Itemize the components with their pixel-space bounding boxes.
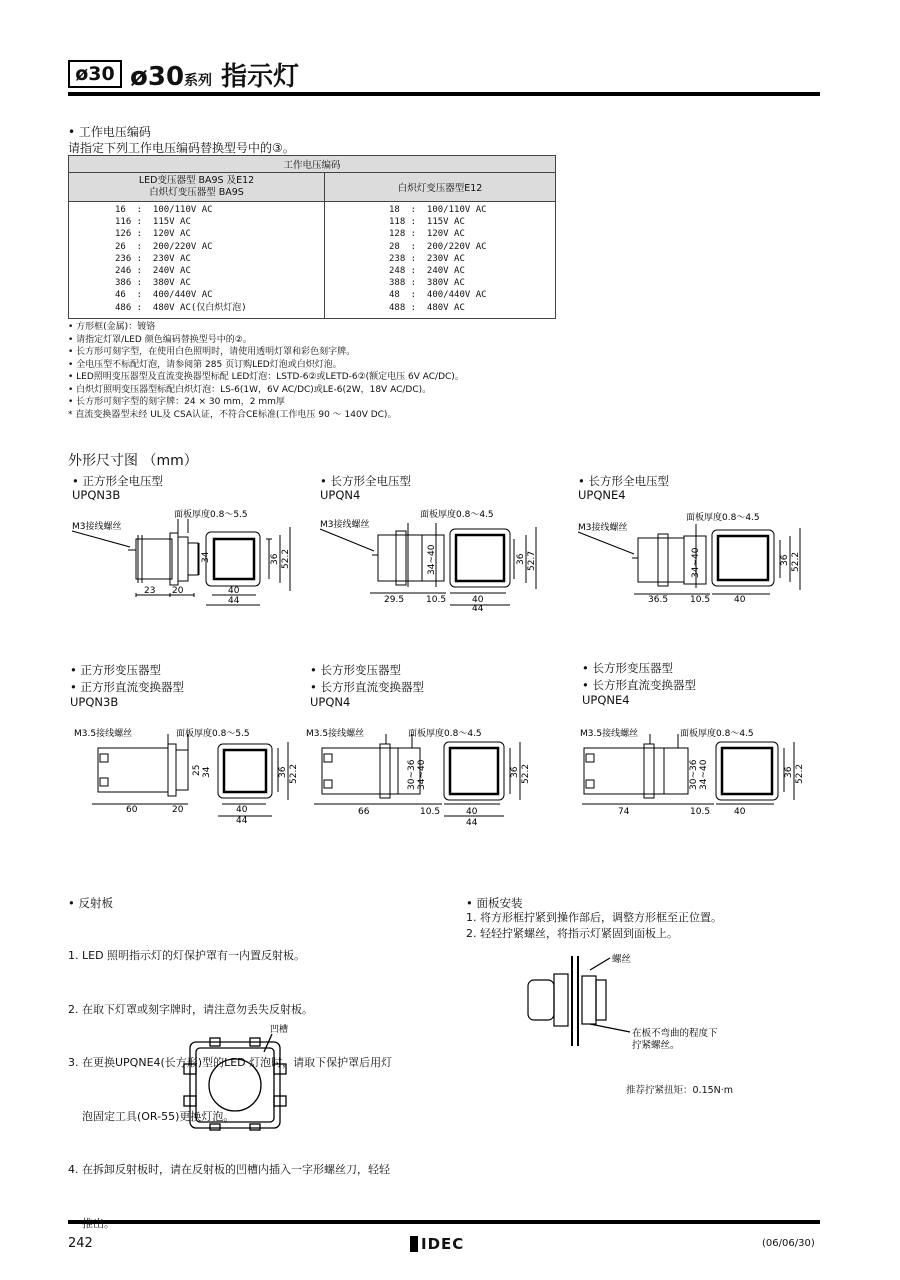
dim-h3: 52.2	[289, 763, 299, 784]
notes-list	[68, 321, 464, 421]
dim-d3: 40	[466, 807, 478, 817]
voltage-row: 248 : 240V AC	[389, 266, 465, 277]
dim-panel: 面板厚度0.8～4.5	[420, 510, 494, 520]
dim-h2: 36	[780, 554, 790, 566]
tighten-line1: 在板不弯曲的程度下	[632, 1028, 718, 1039]
dim-screw: M3接线螺丝	[72, 522, 122, 532]
voltage-row: 18 : 100/110V AC	[389, 205, 487, 215]
dim-model: UPQN4	[310, 695, 351, 709]
col1-header-line1: LED变压器型 BA9S 及E12	[138, 175, 255, 186]
note-item: * 直流变换器型未经 UL及 CSA认证，不符合CE标准(工作电压 90 ～ 140V DC)。	[68, 409, 397, 420]
voltage-row: 246 : 240V AC	[115, 266, 191, 277]
dim-d1: 60	[126, 805, 138, 815]
note-item: • 方形框(金属)：镀铬	[68, 322, 156, 332]
voltage-row: 28 : 200/220V AC	[389, 241, 487, 252]
panel-item: 2. 轻轻拧紧螺丝，将指示灯紧固到面板上。	[466, 926, 678, 940]
voltage-row: 488 : 480V AC	[389, 302, 465, 313]
dim-label-text: • 正方形直流变换器型	[70, 680, 184, 694]
voltage-row: 48 : 400/440V AC	[389, 290, 487, 301]
dim-label-text: • 长方形全电压型	[578, 474, 669, 488]
dim-h1: 30~36	[407, 759, 417, 790]
dim-model: UPQN4	[320, 488, 361, 502]
header-rule	[68, 92, 820, 96]
dim-d2: 10.5	[690, 807, 711, 817]
dim-panel: 面板厚度0.8～4.5	[686, 513, 760, 523]
panel-list	[466, 910, 722, 941]
voltage-instruction: 请指定下列工作电压编码替换型号中的③。	[68, 141, 295, 155]
dim-h1: 25	[192, 764, 202, 776]
dim-d2: 20	[172, 805, 184, 815]
voltage-row: 238 : 230V AC	[389, 253, 465, 264]
dim-d1: 36.5	[648, 595, 669, 605]
dim-d4: 44	[228, 596, 240, 606]
note-item: • 全电压型不标配灯泡，请参阅第 285 页订购LED灯泡或白炽灯泡。	[68, 359, 342, 370]
voltage-table-title: 工作电压编码	[69, 156, 556, 173]
dim3-label	[578, 474, 669, 502]
note-item: • 请指定灯罩/LED 颜色编码替换型号中的②。	[68, 334, 252, 345]
dim1-drawing	[66, 505, 306, 615]
dim-d3: 40	[472, 595, 484, 605]
dim-h2: 36	[784, 766, 794, 778]
voltage-row: 16 : 100/110V AC	[115, 205, 213, 215]
dim-screw: M3.5接线螺丝	[306, 729, 365, 739]
dim6-drawing	[578, 724, 820, 828]
voltage-col1-header	[69, 173, 325, 202]
series-badge: ø30	[68, 60, 122, 88]
dim-screw: M3.5接线螺丝	[580, 729, 639, 739]
dim-h3: 52.7	[527, 550, 537, 571]
dim-d3: 40	[734, 807, 746, 817]
voltage-row: 118 : 115V AC	[389, 217, 465, 228]
dim-label-text: • 长方形变压器型	[582, 661, 673, 675]
voltage-col1-list	[69, 202, 325, 319]
dim2-drawing	[316, 505, 566, 615]
dim5-label	[310, 662, 424, 708]
voltage-row: 46 : 400/440V AC	[115, 290, 213, 301]
dim3-drawing	[574, 508, 820, 612]
dim-h1: 30~36	[689, 759, 699, 790]
panel-item: 1. 将方形框拧紧到操作部后，调整方形框至正位置。	[466, 911, 722, 924]
dim-label-text: • 长方形直流变换器型	[582, 678, 696, 692]
dim-h3: 52.2	[521, 763, 531, 784]
dim1-label	[72, 474, 163, 502]
voltage-table	[68, 155, 556, 319]
dim-h3: 52.2	[791, 551, 801, 572]
col1-header-line2: 白炽灯变压器型 BA9S	[149, 187, 244, 198]
voltage-row: 386 : 380V AC	[115, 278, 191, 289]
note-item: • 长方形可刻字型的刻字牌：24 × 30 mm，2 mm厚	[68, 397, 285, 407]
dim-d1: 74	[618, 807, 630, 817]
dim-label-text: • 正方形全电压型	[72, 474, 163, 488]
title-text: 指示灯	[221, 62, 300, 92]
note-item: • 白炽灯照明变压器型标配白炽灯泡：LS-6(1W，6V AC/DC)或LE-6(2W，18V AC/DC)。	[68, 384, 432, 395]
dim-d2: 10.5	[690, 595, 711, 605]
reflector-item: 2. 在取下灯罩或刻字牌时，请注意勿丢失反射板。	[68, 1002, 313, 1016]
dim-model: UPQN3B	[72, 488, 121, 502]
logo-text: IDEC	[421, 1235, 465, 1253]
dim4-drawing	[72, 724, 312, 828]
dim4-label	[70, 662, 184, 708]
idec-logo	[410, 1235, 464, 1253]
dim6-label	[582, 660, 696, 706]
dim-model: UPQNE4	[578, 488, 626, 502]
voltage-row: 26 : 200/220V AC	[115, 241, 213, 252]
panel-heading: • 面板安装	[466, 896, 523, 910]
dim-d4: 44	[236, 816, 248, 826]
voltage-row: 388 : 380V AC	[389, 278, 465, 289]
reflector-drawing	[180, 1022, 300, 1134]
title-series: 系列	[184, 73, 213, 89]
dim-d3: 40	[228, 586, 240, 596]
dim-model: UPQN3B	[70, 695, 119, 709]
dim-h2: 36	[270, 553, 280, 565]
page-number: 242	[68, 1236, 93, 1251]
dim-h1b: 34~40	[699, 759, 709, 790]
dim-d2: 10.5	[420, 807, 441, 817]
dim-h1: 34	[201, 551, 211, 563]
voltage-row: 116 : 115V AC	[115, 217, 191, 228]
page-title	[130, 56, 299, 93]
reflector-item: 3. 在更换UPQNE4(长方形)型的LED 灯泡时，请取下保护罩后用灯	[68, 1056, 393, 1069]
dim-d1: 29.5	[384, 595, 405, 605]
voltage-row: 236 : 230V AC	[115, 253, 191, 264]
dim-panel: 面板厚度0.8～4.5	[408, 729, 482, 739]
dim-d2: 20	[172, 586, 184, 596]
dim-d4: 44	[472, 604, 484, 614]
voltage-col2-header: 白炽灯变压器型E12	[325, 173, 556, 202]
dim-h2: 36	[510, 766, 520, 778]
dim-panel: 面板厚度0.8～4.5	[680, 729, 754, 739]
title-main: ø30	[130, 62, 185, 92]
dim-d3: 40	[734, 595, 746, 605]
voltage-col2-list	[325, 202, 556, 319]
dim2-label	[320, 474, 411, 502]
reflector-item: 泡固定工具(OR-55)更换灯泡。	[68, 1109, 235, 1123]
reflector-item: 1. LED 照明指示灯的灯保护罩有一内置反射板。	[68, 949, 306, 962]
voltage-row: 128 : 120V AC	[389, 229, 465, 240]
dim-h1b: 34~40	[417, 759, 427, 790]
footer-date: (06/06/30)	[762, 1238, 815, 1249]
dim5-drawing	[304, 724, 554, 828]
dim-h2: 36	[278, 766, 288, 778]
dim-label-text: • 正方形变压器型	[70, 663, 161, 677]
groove-label: 凹槽	[270, 1025, 289, 1035]
dim-screw: M3接线螺丝	[320, 520, 370, 530]
note-item: • 长方形可刻字型，在使用白色照明时，请使用透明灯罩和彩色刻字牌。	[68, 347, 356, 357]
dim-panel: 面板厚度0.8～5.5	[174, 510, 248, 520]
footer-rule	[68, 1220, 820, 1224]
dim-d3: 40	[236, 805, 248, 815]
voltage-row: 486 : 480V AC(仅白炽灯泡)	[115, 302, 247, 313]
dim-d1: 23	[144, 586, 156, 596]
dim-d1: 66	[358, 807, 370, 817]
voltage-row: 126 : 120V AC	[115, 229, 191, 240]
dim-model: UPQNE4	[582, 693, 630, 707]
dim-label-text: • 长方形全电压型	[320, 474, 411, 488]
dims-heading: 外形尺寸图 （mm）	[68, 453, 198, 469]
dim-h1b: 34	[202, 766, 212, 778]
dim-screw: M3接线螺丝	[578, 523, 628, 533]
dim-label-text: • 长方形变压器型	[310, 663, 401, 677]
dim-d4: 44	[466, 818, 478, 828]
voltage-heading: • 工作电压编码	[68, 125, 151, 139]
dim-label-text: • 长方形直流变换器型	[310, 680, 424, 694]
panel-mount-drawing	[520, 950, 760, 1050]
logo-mark-icon	[410, 1236, 418, 1252]
dim-h2: 36	[516, 553, 526, 565]
dim-h1: 34~40	[691, 547, 701, 578]
dim-screw: M3.5接线螺丝	[74, 729, 133, 739]
torque-text: 推荐拧紧扭矩：0.15N·m	[626, 1085, 734, 1096]
note-item: • LED照明变压器型及直流变换器型标配 LED灯泡：LSTD-6②或LETD-6②(额定电压 6V AC/DC)。	[68, 372, 464, 382]
screw-label: 螺丝	[612, 954, 632, 965]
dim-panel: 面板厚度0.8～5.5	[176, 729, 250, 739]
dim-h1: 34~40	[427, 544, 437, 575]
reflector-item: 4. 在拆卸反射板时，请在反射板的凹槽内插入一字形螺丝刀，轻轻	[68, 1163, 390, 1176]
tighten-line2: 拧紧螺丝。	[632, 1040, 680, 1050]
reflector-heading: • 反射板	[68, 896, 113, 910]
dim-h3: 52.2	[795, 763, 805, 784]
dim-h3: 52.2	[281, 548, 291, 569]
dim-d2: 10.5	[426, 595, 447, 605]
